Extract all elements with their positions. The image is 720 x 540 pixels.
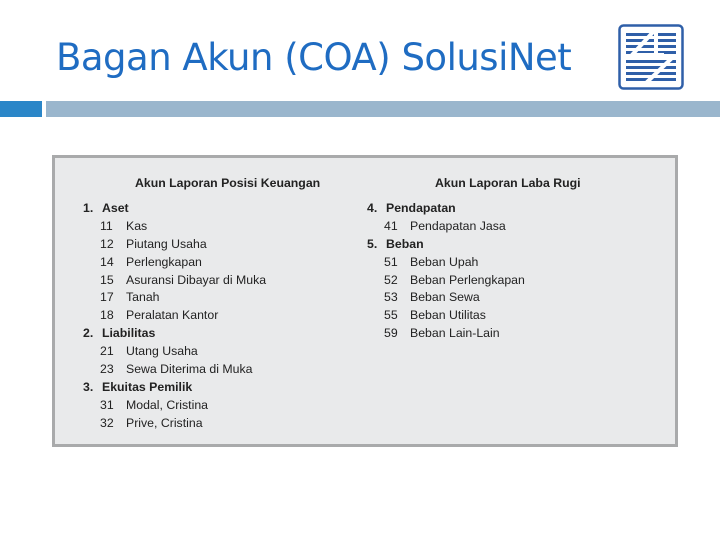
- account-number: 2.: [83, 326, 94, 341]
- column-heading: Akun Laporan Laba Rugi: [435, 176, 581, 190]
- account-number: 41: [384, 218, 398, 233]
- account-number: 51: [384, 254, 398, 269]
- account-number: 31: [100, 397, 114, 412]
- account-name: Beban Upah: [410, 254, 479, 269]
- account-number: 23: [100, 362, 114, 377]
- account-number: 21: [100, 344, 114, 359]
- account-name: Ekuitas Pemilik: [102, 379, 193, 394]
- account-name: Beban: [386, 236, 424, 251]
- slide-title: Bagan Akun (COA) SolusiNet: [56, 36, 572, 79]
- account-name: Kas: [126, 218, 148, 233]
- account-name: Pendapatan: [386, 201, 456, 215]
- account-number: 55: [384, 308, 398, 323]
- account-name: Utang Usaha: [126, 344, 198, 359]
- account-number: 5.: [367, 236, 378, 251]
- column-heading: Akun Laporan Posisi Keuangan: [135, 176, 321, 190]
- account-name: Beban Sewa: [410, 290, 480, 305]
- account-number: 52: [384, 272, 398, 287]
- account-name: Modal, Cristina: [126, 397, 209, 412]
- account-number: 12: [100, 236, 114, 251]
- account-name: Liabilitas: [102, 326, 156, 341]
- account-number: 15: [100, 272, 114, 287]
- account-name: Aset: [102, 201, 129, 215]
- account-number: 11: [100, 218, 113, 233]
- account-number: 32: [100, 415, 114, 430]
- logo-icon: [618, 24, 684, 90]
- account-number: 4.: [367, 201, 378, 215]
- account-name: Prive, Cristina: [126, 415, 203, 430]
- account-number: 17: [100, 290, 114, 305]
- account-number: 18: [100, 308, 114, 323]
- account-name: Piutang Usaha: [126, 236, 207, 251]
- account-name: Peralatan Kantor: [126, 308, 219, 323]
- account-name: Perlengkapan: [126, 254, 202, 269]
- account-name: Pendapatan Jasa: [410, 218, 506, 233]
- header-accent-bar: [0, 101, 42, 117]
- account-number: 3.: [83, 379, 94, 394]
- account-name: Beban Utilitas: [410, 308, 486, 323]
- account-name: Beban Perlengkapan: [410, 272, 525, 287]
- account-number: 1.: [83, 201, 94, 215]
- account-number: 14: [100, 254, 114, 269]
- account-name: Sewa Diterima di Muka: [126, 362, 253, 377]
- account-name: Tanah: [126, 290, 160, 305]
- account-number: 59: [384, 326, 398, 341]
- account-name: Beban Lain-Lain: [410, 326, 500, 341]
- header-divider-bar: [46, 101, 720, 117]
- coa-table: [52, 155, 678, 447]
- account-name: Asuransi Dibayar di Muka: [126, 272, 267, 287]
- account-number: 53: [384, 290, 398, 305]
